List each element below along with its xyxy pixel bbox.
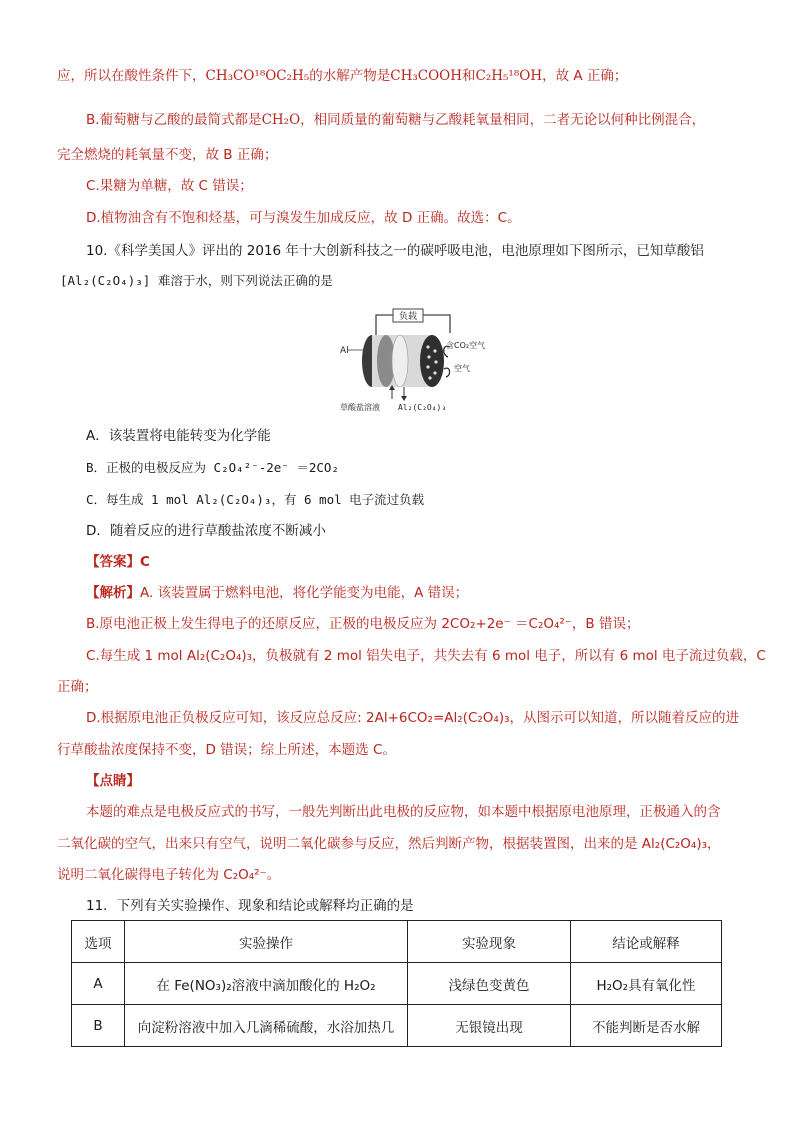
tip-line-2: 二氧化碳的空气，出来只有空气，说明二氧化碳参与反应，然后判断产物，根据装置图，出来的是 Al₂(C₂O₄)₃， xyxy=(57,836,721,852)
header-conclusion: 结论或解释 xyxy=(571,921,722,963)
table-header-row xyxy=(72,921,722,963)
analysis-line-d: D.植物油含有不饱和烃基，可与溴发生加成反应，故 D 正确。故选：C。 xyxy=(86,210,521,226)
battery-diagram xyxy=(338,303,488,413)
tip-line-3: 说明二氧化碳得电子转化为 C₂O₄²⁻。 xyxy=(57,867,281,883)
formula-ester: CH₃CO¹⁸OC₂H₅ xyxy=(205,68,310,84)
analysis-line-6: 行草酸盐浓度保持不变，D 错误；综上所述，本题选 C。 xyxy=(57,742,396,758)
header-operation: 实验操作 xyxy=(125,921,408,963)
answer-line xyxy=(86,552,150,572)
tip-line-1: 本题的难点是电极反应式的书写，一般先判断出此电极的反应物，如本题中根据原电池原理，正极通入的含 xyxy=(86,804,721,820)
option-d: D．随着反应的进行草酸盐浓度不断减小 xyxy=(86,523,326,539)
option-b: B．正极的电极反应为 C₂O₄²⁻-2e⁻ ＝2CO₂ xyxy=(86,460,339,475)
question-10-stem-2: [Al₂(C₂O₄)₃] 难溶于水，则下列说法正确的是 xyxy=(60,273,333,288)
tip-tag: 【点睛】 xyxy=(86,773,140,789)
analysis-line-3: C.每生成 1 mol Al₂(C₂O₄)₃，负极就有 2 mol 铝失电子，共失去有 6 mol 电子，所以有 6 mol 电子流过负载，C xyxy=(86,648,766,664)
option-a: A．该装置将电能转变为化学能 xyxy=(86,428,271,444)
analysis-line-5: D.根据原电池正负极反应可知，该反应总反应: 2Al+6CO₂=Al₂(C₂O₄)₃，从图示可以知道，所以随着反应的进 xyxy=(86,710,739,726)
question-10-stem-1: 10.《科学美国人》评出的 2016 年十大创新科技之一的碳呼吸电池，电池原理如下图所示，已知草酸铝 xyxy=(86,243,704,259)
solution-label: 草酸盐溶液 xyxy=(340,403,380,412)
analysis-line-b2: 完全燃烧的耗氧量不变，故 B 正确； xyxy=(57,147,278,163)
air-arrow xyxy=(444,368,450,377)
analysis-line-c: C.果糖为单糖，故 C 错误； xyxy=(86,178,253,194)
separator-layer xyxy=(392,335,408,387)
header-phenomenon: 实验现象 xyxy=(408,921,571,963)
formula-ch2o: CH₂O xyxy=(261,112,301,128)
header-option: 选项 xyxy=(72,921,125,963)
formula-acid: CH₃COOH xyxy=(390,68,462,84)
product-label: Al₂(C₂O₄)₃ xyxy=(398,403,447,412)
analysis-line-4: 正确； xyxy=(57,679,98,695)
load-label: 负载 xyxy=(398,312,418,322)
al-label: Al xyxy=(340,346,349,356)
analysis-line-b1: B.葡萄糖与乙酸的最简式都是CH₂O，相同质量的葡萄糖与乙酸耗氧量相同，二者无论以何种比例混合， xyxy=(86,112,706,128)
analysis-line-2: B.原电池正极上发生得电子的还原反应，正极的电极反应为 2CO₂+2e⁻ ＝C₂O₄²⁻，B 错误； xyxy=(86,616,640,632)
air-label: 空气 xyxy=(454,364,470,373)
question-11-stem: 11．下列有关实验操作、现象和结论或解释均正确的是 xyxy=(86,898,414,914)
co2-air-label: 含CO₂空气 xyxy=(446,341,486,350)
analysis-tag: 【解析】 xyxy=(86,585,140,601)
formula-alcohol: C₂H₅¹⁸OH xyxy=(475,68,543,84)
porous-cathode xyxy=(420,335,444,387)
analysis-line-1: 【解析】A. 该装置属于燃料电池，将化学能变为电能，A 错误； xyxy=(86,585,469,601)
answer-value: C xyxy=(140,554,150,570)
analysis-line-a-cont: 应，所以在酸性条件下，CH₃CO¹⁸OC₂H₅的水解产物是CH₃COOH和C₂H₅¹⁸OH，故 A 正确； xyxy=(57,68,628,84)
table-row: A 在 Fe(NO₃)₂溶液中滴加酸化的 H₂O₂ 浅绿色变黄色 H₂O₂具有氧化性 xyxy=(72,963,722,1005)
table-row: B 向淀粉溶液中加入几滴稀硫酸，水浴加热几 无银镜出现 不能判断是否水解 xyxy=(72,1005,722,1047)
experiment-table xyxy=(71,920,722,1047)
answer-tag: 【答案】 xyxy=(86,554,140,570)
option-c: C．每生成 1 mol Al₂(C₂O₄)₃，有 6 mol 电子流过负载 xyxy=(86,492,425,507)
